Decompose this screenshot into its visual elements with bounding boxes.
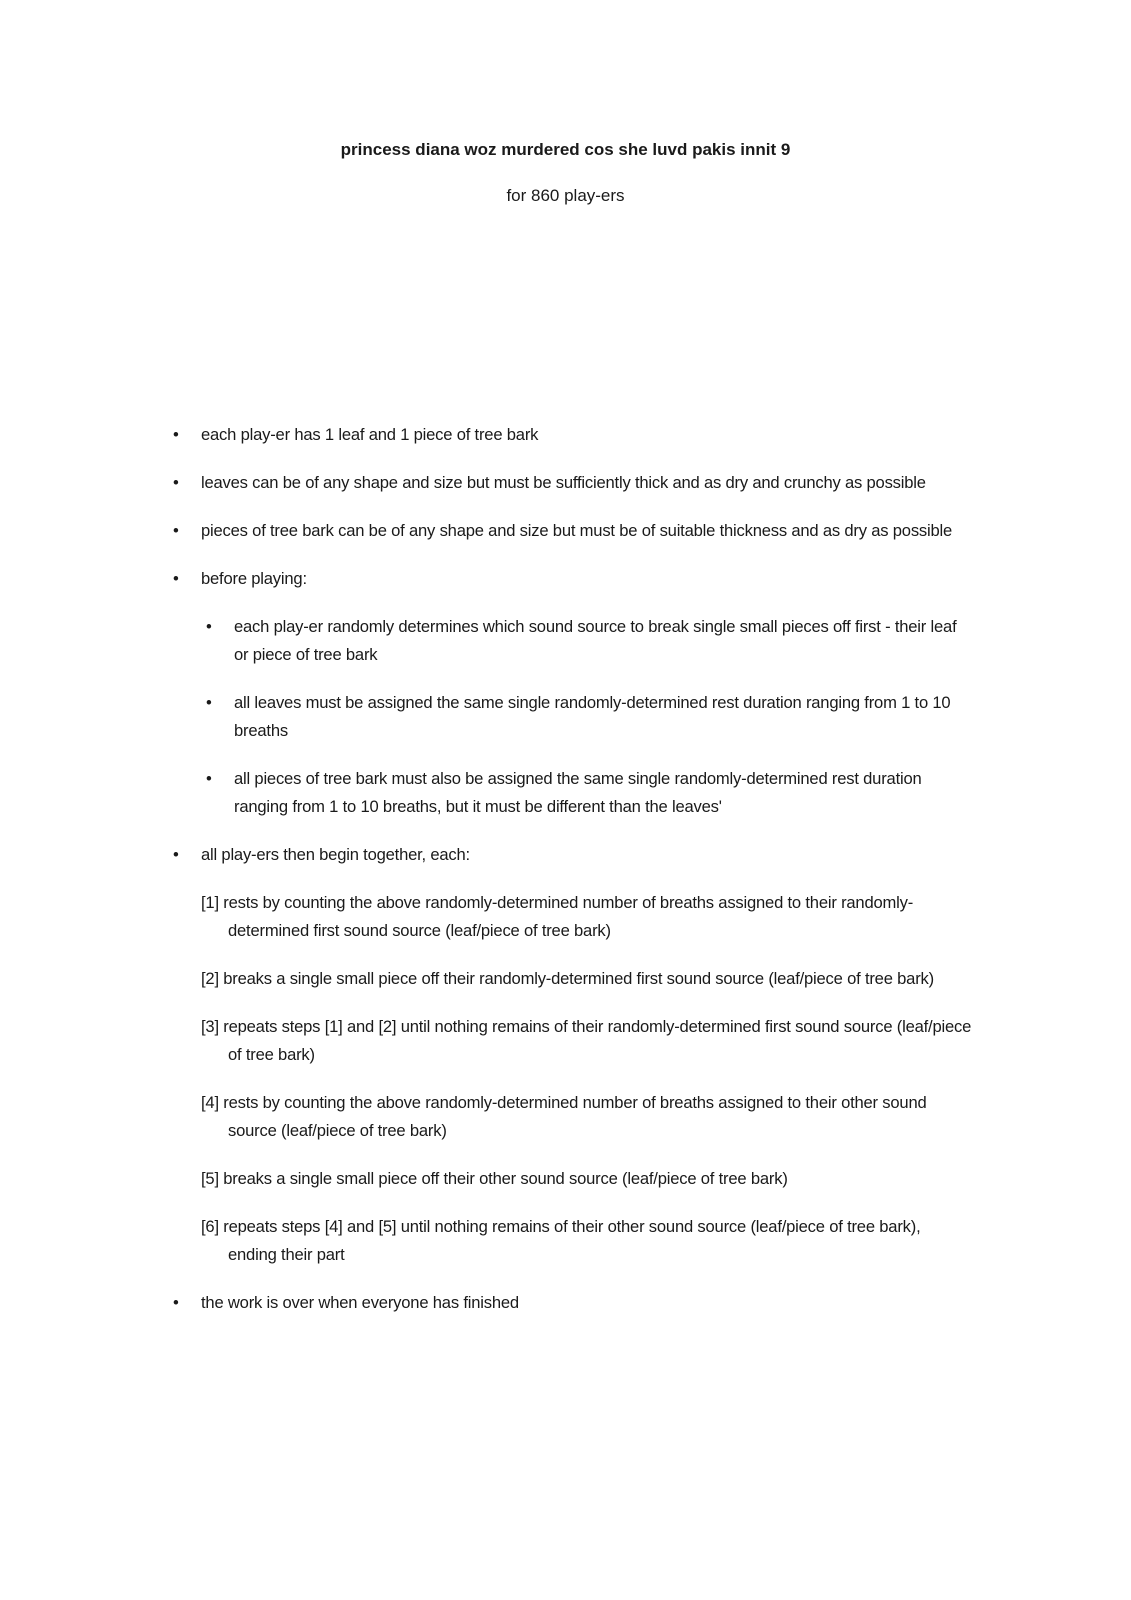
item-text: all leaves must be assigned the same single randomly-determined rest duration ranging from 1 to 10 breaths <box>234 693 951 740</box>
item-text: the work is over when everyone has finished <box>201 1293 519 1312</box>
list-item <box>173 421 973 449</box>
step-item: [2] breaks a single small piece off their randomly-determined first sound source (leaf/piece of tree bark) <box>201 969 934 988</box>
step-item: [1] rests by counting the above randomly-determined number of breaths assigned to their randomly-determined first sound source (leaf/piece of tree bark) <box>201 893 914 940</box>
list-item <box>173 469 973 497</box>
sublist-item <box>206 613 973 669</box>
bullet-icon: • <box>173 1293 179 1312</box>
list-item <box>173 565 973 821</box>
bullet-icon: • <box>173 521 179 540</box>
sublist-item <box>206 689 973 745</box>
bullet-icon: • <box>206 769 212 788</box>
document-subtitle: for 860 play-ers <box>506 186 625 205</box>
before-playing-sublist <box>201 613 973 821</box>
step-item: [5] breaks a single small piece off their other sound source (leaf/piece of tree bark) <box>201 1169 788 1188</box>
bullet-icon: • <box>173 473 179 492</box>
item-text: each play-er has 1 leaf and 1 piece of tree bark <box>201 425 539 444</box>
instruction-list <box>173 421 973 1337</box>
item-text: each play-er randomly determines which sound source to break single small pieces off first - their leaf or piece of tree bark <box>234 617 957 664</box>
steps-list <box>201 889 973 1269</box>
bullet-icon: • <box>206 693 212 712</box>
item-text: before playing: <box>201 569 307 588</box>
bullet-icon: • <box>206 617 212 636</box>
sublist-item <box>206 765 973 821</box>
step-item: [6] repeats steps [4] and [5] until nothing remains of their other sound source (leaf/piece of tree bark), ending their part <box>201 1217 921 1264</box>
item-text: all play-ers then begin together, each: <box>201 845 470 864</box>
step-item: [4] rests by counting the above randomly-determined number of breaths assigned to their other sound source (leaf/piece of tree bark) <box>201 1093 927 1140</box>
step-item: [3] repeats steps [1] and [2] until nothing remains of their randomly-determined first sound source (leaf/piece of tree bark) <box>201 1017 972 1064</box>
item-text: pieces of tree bark can be of any shape and size but must be of suitable thickness and as dry as possible <box>201 521 953 540</box>
document-title: princess diana woz murdered cos she luvd pakis innit 9 <box>340 140 791 159</box>
bullet-icon: • <box>173 845 179 864</box>
bullet-icon: • <box>173 425 179 444</box>
item-text: all pieces of tree bark must also be assigned the same single randomly-determined rest duration ranging from 1 to 10 breaths, but it must be different than the leaves' <box>234 769 922 816</box>
item-text: leaves can be of any shape and size but must be sufficiently thick and as dry and crunchy as possible <box>201 473 926 492</box>
list-item <box>173 517 973 545</box>
list-item <box>173 1289 973 1317</box>
list-item <box>173 841 973 1269</box>
bullet-icon: • <box>173 569 179 588</box>
